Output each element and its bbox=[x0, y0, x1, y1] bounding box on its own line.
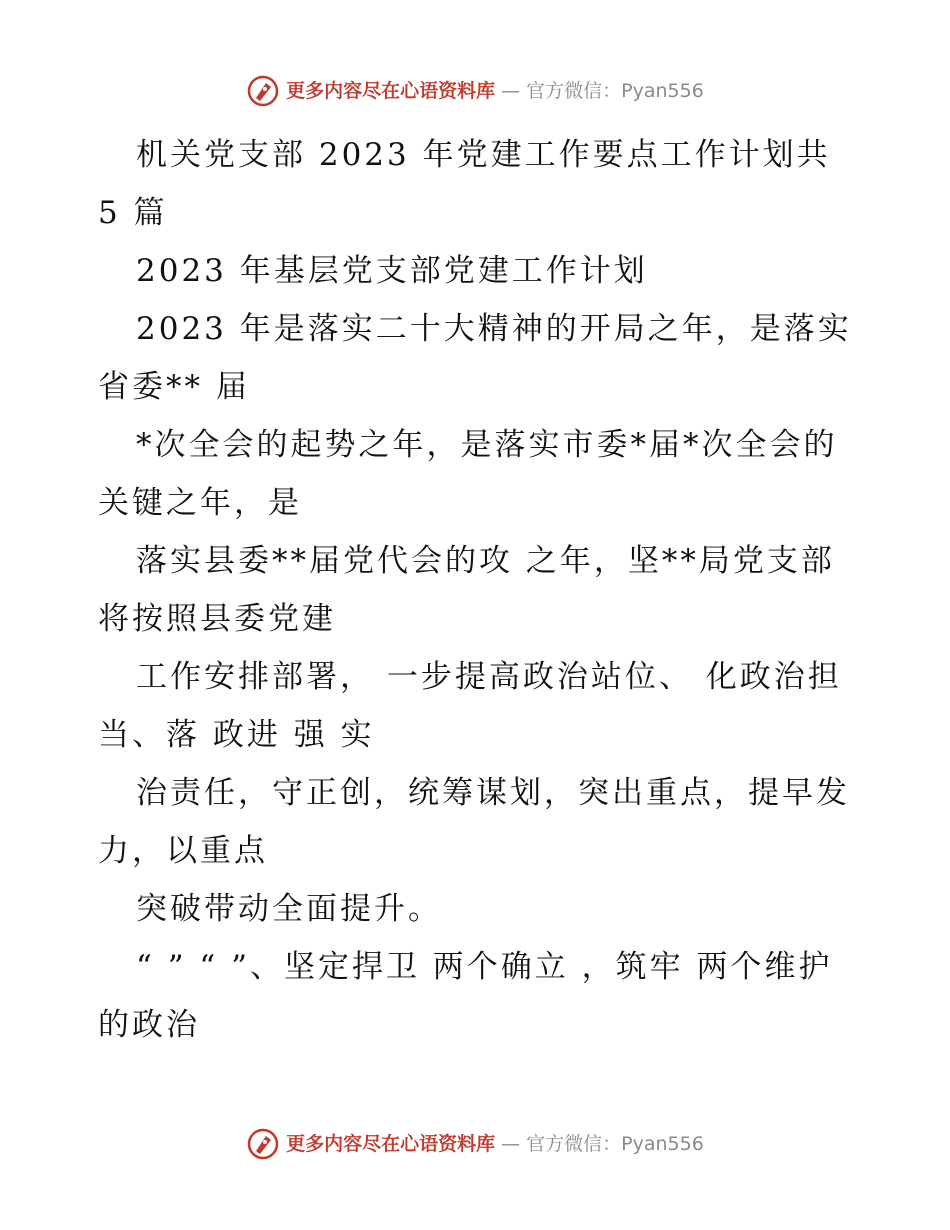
pen-nib-circle-icon bbox=[246, 74, 280, 108]
watermark-dash: — bbox=[501, 1133, 521, 1155]
paragraph: 2023 年是落实二十大精神的开局之年，是落实省委** 届 bbox=[98, 311, 852, 405]
paragraph: 治责任，守正创，统筹谋划，突出重点，提早发力，以重点 bbox=[98, 775, 850, 869]
paragraph: “ ” “ ”、坚定捍卫 两个确立 ，筑牢 两个维护 的政治 bbox=[98, 949, 833, 1043]
paragraph: *次全会的起势之年，是落实市委*届*次全会的关键之年，是 bbox=[98, 427, 838, 521]
watermark-contact-text: 官方微信：Pyan556 bbox=[526, 80, 704, 102]
watermark-footer bbox=[0, 1127, 950, 1161]
watermark-site-text: 更多内容尽在心语资料库 bbox=[286, 80, 496, 102]
document-title: 机关党支部 2023 年党建工作要点工作计划共 5 篇 bbox=[98, 137, 831, 231]
watermark-site-text: 更多内容尽在心语资料库 bbox=[286, 1133, 496, 1155]
section-heading: 2023 年基层党支部党建工作计划 bbox=[136, 253, 648, 289]
watermark-dash: — bbox=[501, 80, 521, 102]
watermark-contact-text: 官方微信：Pyan556 bbox=[526, 1133, 704, 1155]
paragraph: 工作安排部署， 一步提高政治站位、 化政治担当、落 政进 强 实 bbox=[98, 659, 842, 753]
paragraph: 突破带动全面提升。 bbox=[136, 891, 442, 927]
paragraph: 落实县委**届党代会的攻 之年，坚**局党支部将按照县委党建 bbox=[98, 543, 835, 637]
document-body bbox=[98, 126, 858, 1054]
pen-nib-circle-icon bbox=[246, 1127, 280, 1161]
watermark-header bbox=[0, 74, 950, 108]
